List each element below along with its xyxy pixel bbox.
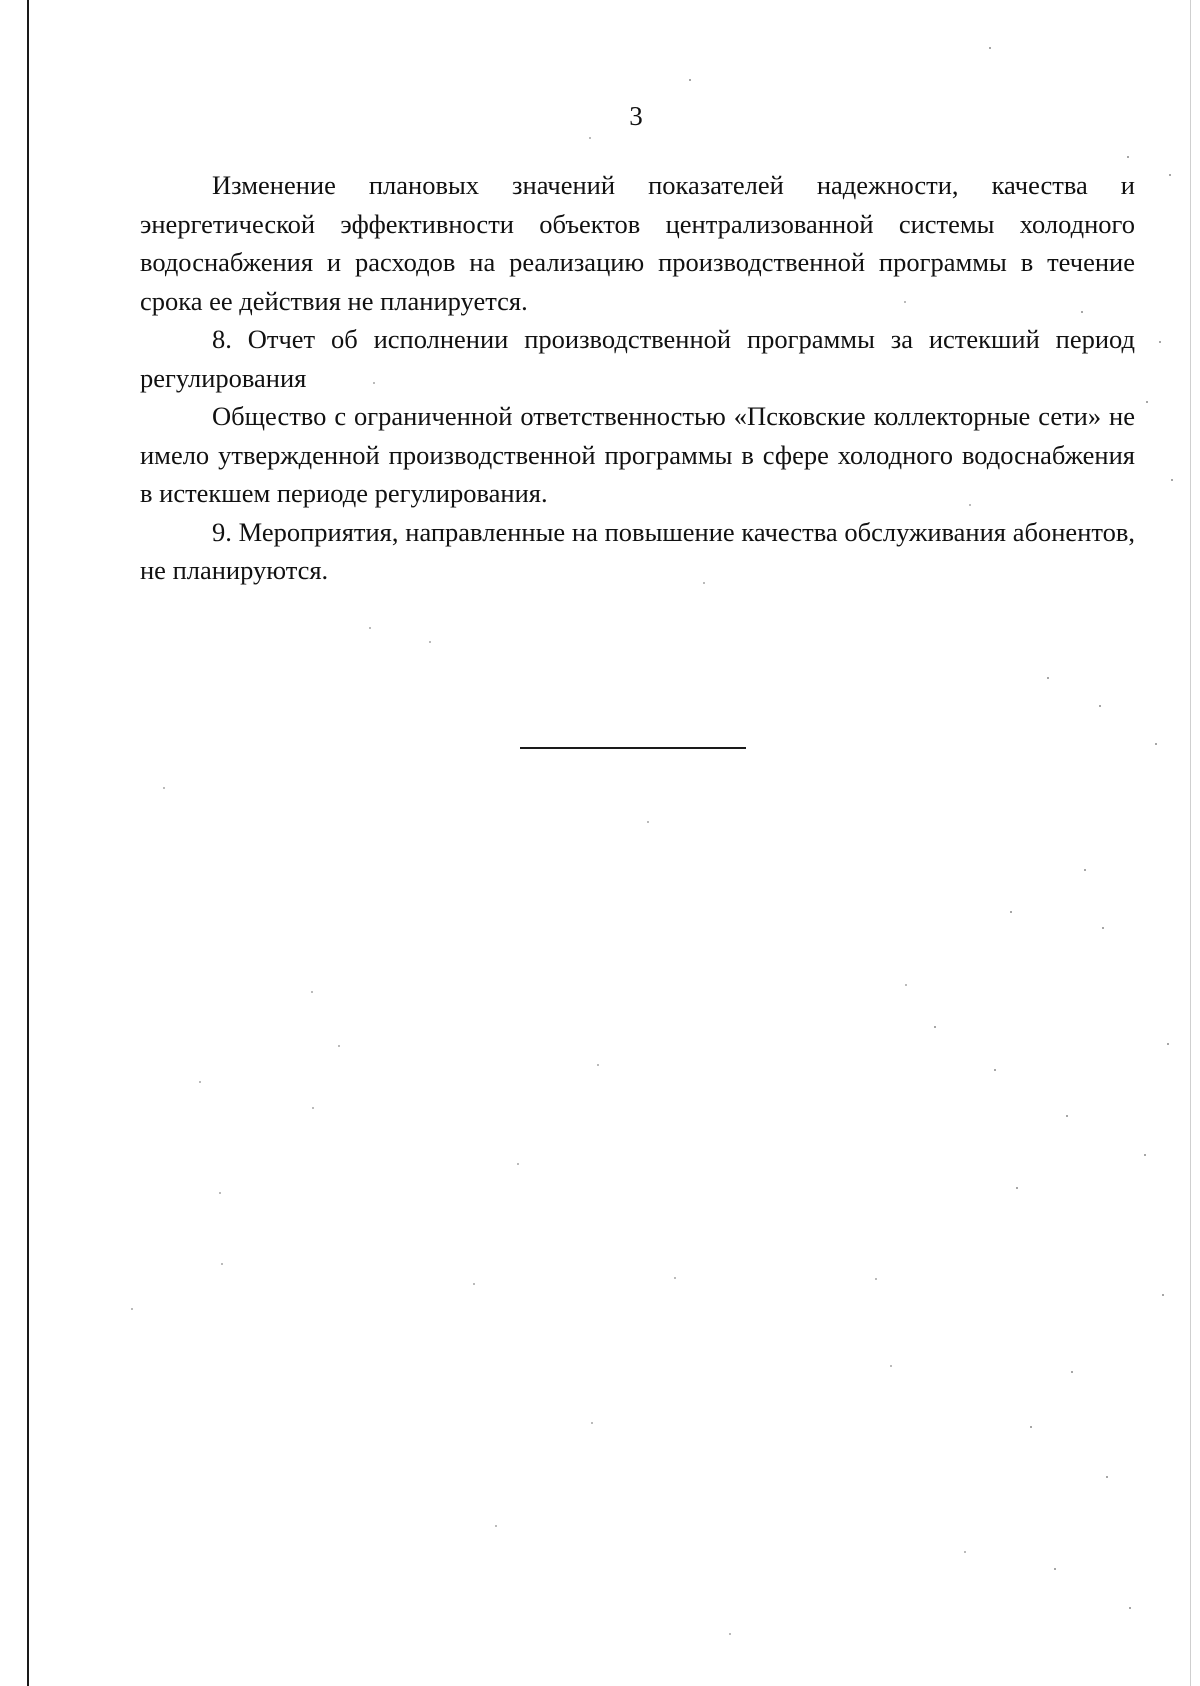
closing-rule: [520, 747, 746, 749]
paragraph-section-8-text: Общество с ограниченной ответственностью «Псковские коллекторные сети» не имело утвержденной производственной программы в сфере холодного водоснабжения в истекшем периоде регулирования.: [140, 401, 1135, 508]
paragraph-indicators-change: Изменение плановых значений показателей надежности, качества и энергетической эффективности объектов централизованной системы холодного водоснабжения и расходов на реализацию производственной программы в течение срока ее действия не планируется.: [140, 170, 1135, 316]
paragraph-section-8-heading: 8. Отчет об исполнении производственной программы за истекший период регулирования: [140, 324, 1135, 393]
document-body: [140, 166, 1135, 590]
paragraph-section-9: 9. Мероприятия, направленные на повышение качества обслуживания абонентов, не планируются.: [140, 516, 1135, 585]
page-number: 3: [629, 101, 643, 131]
